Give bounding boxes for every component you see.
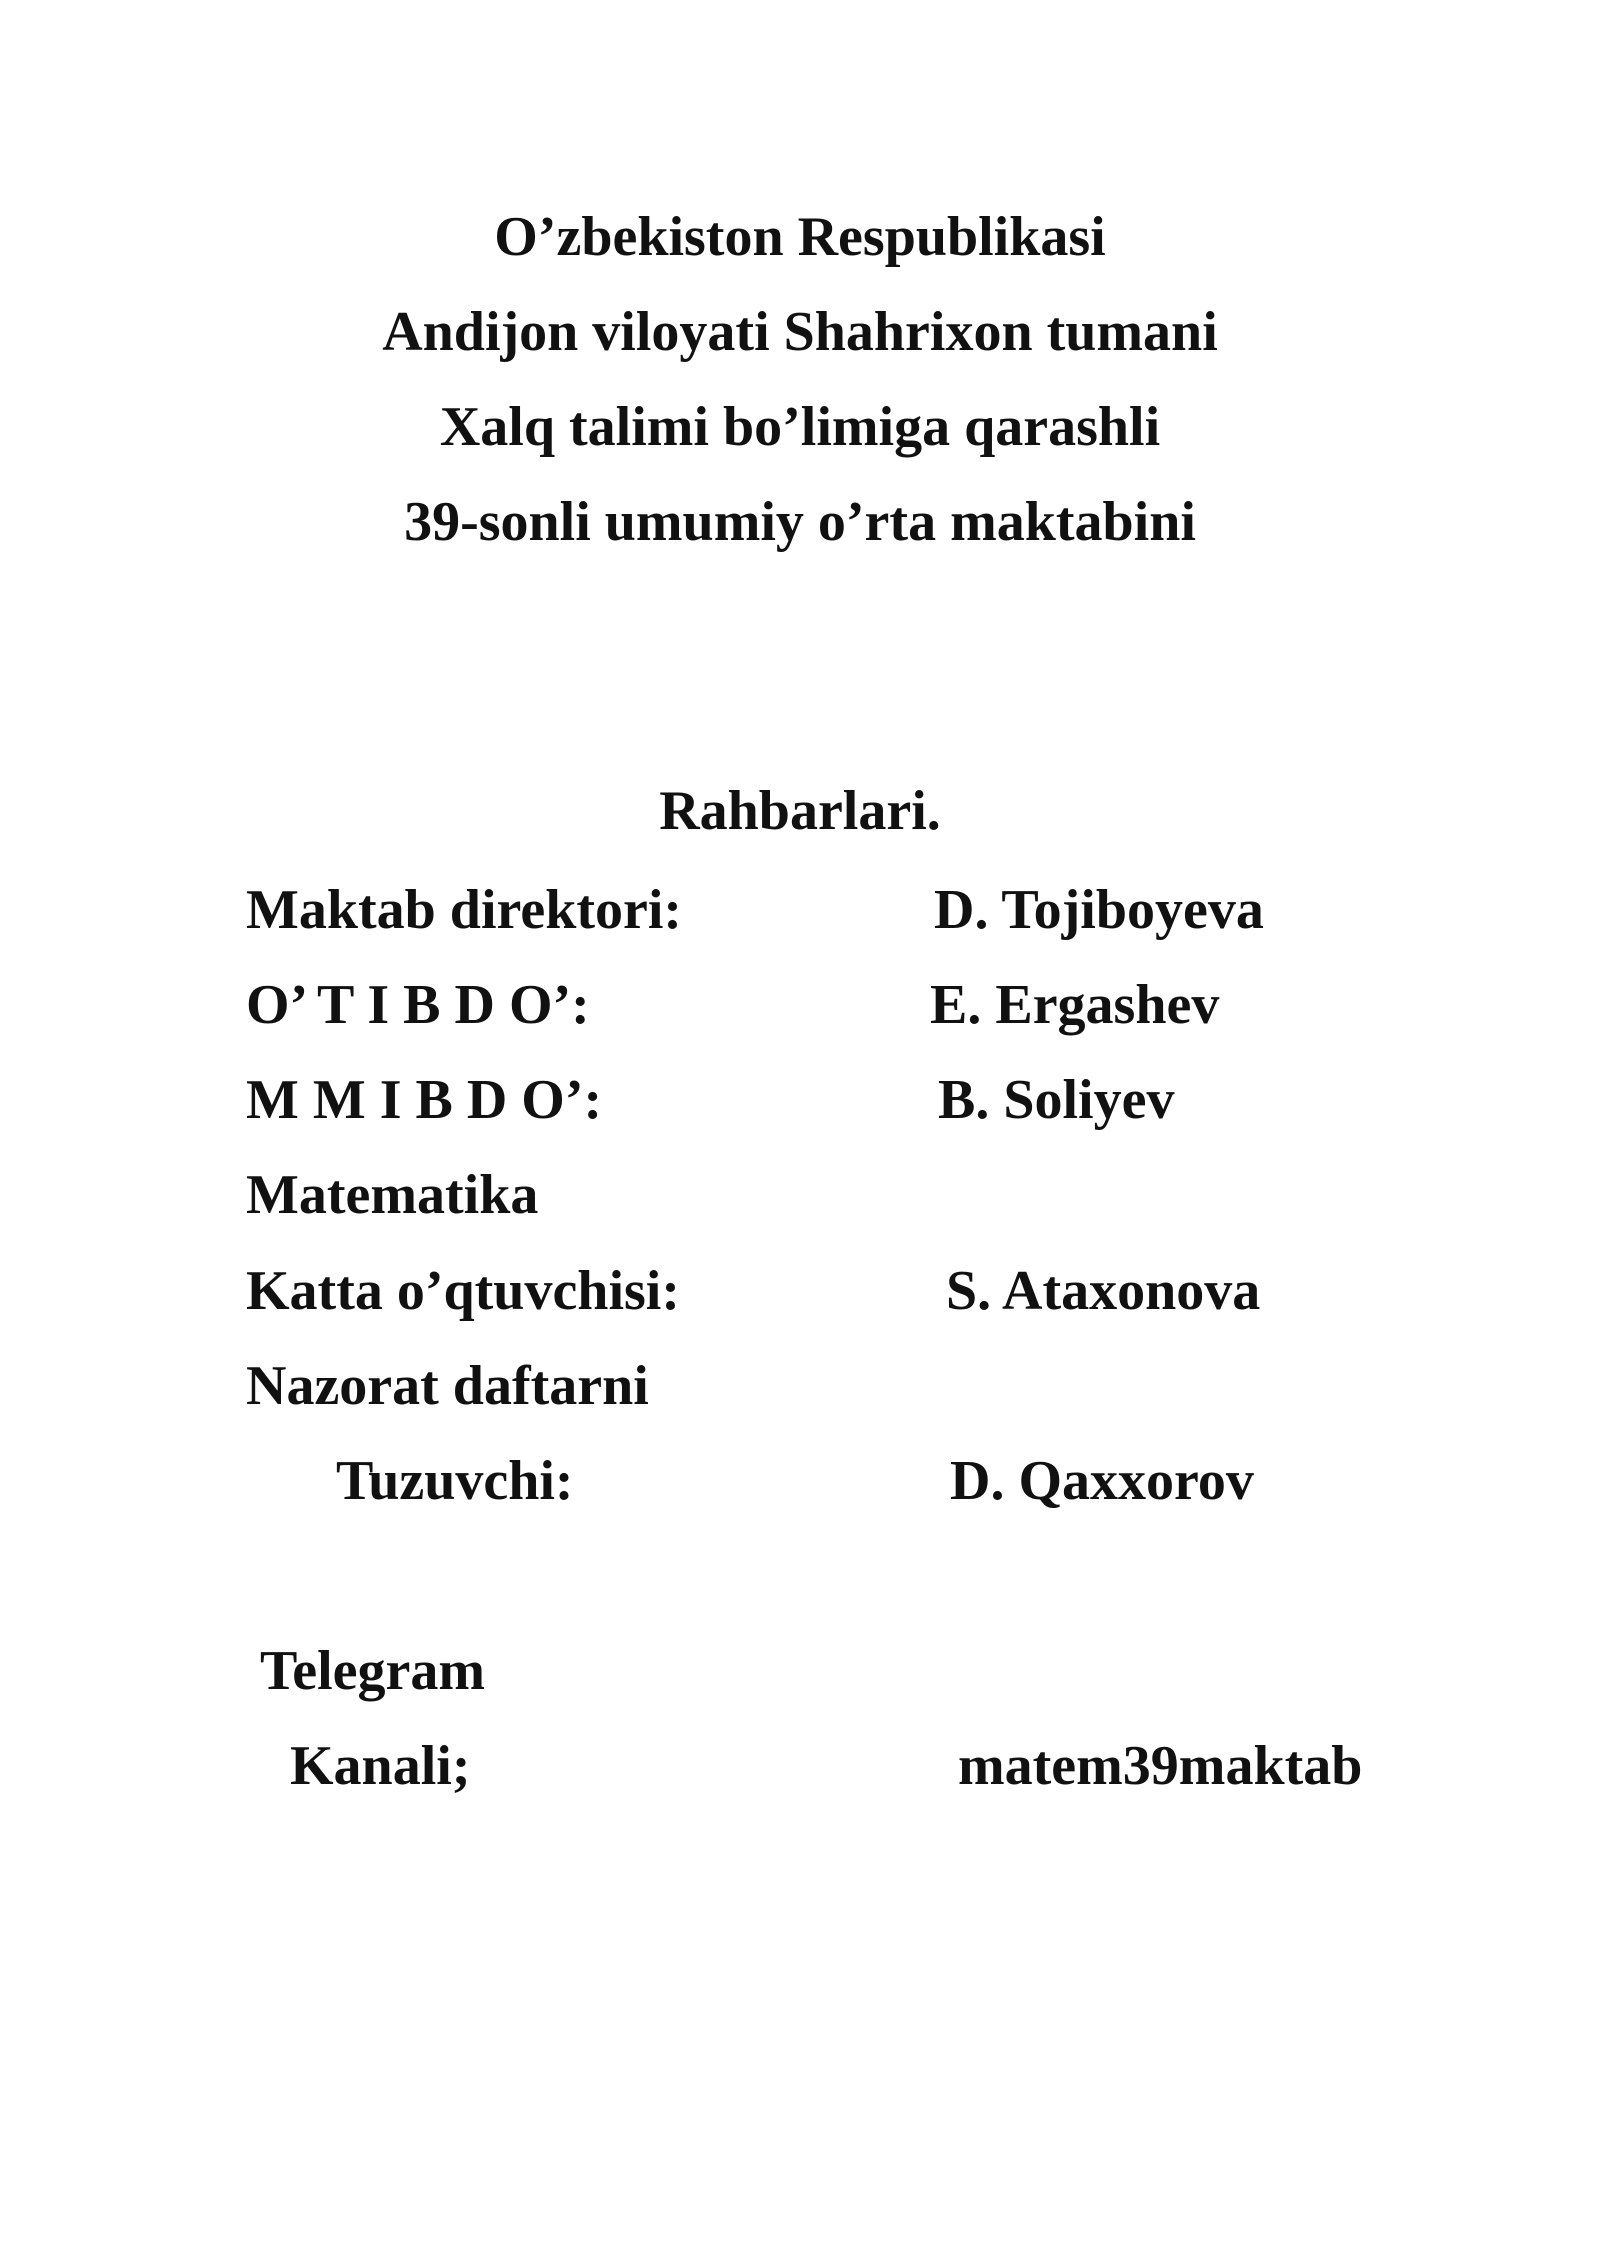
header-line-department: Xalq talimi bo’limiga qarashli bbox=[439, 396, 1161, 458]
leader-row-deputy-education bbox=[0, 970, 1600, 1040]
leader-row-deputy-spiritual bbox=[0, 1065, 1600, 1135]
channel-label: Kanali; bbox=[290, 1735, 471, 1797]
leader-label: Nazorat daftarni bbox=[246, 1355, 649, 1417]
leader-name: B. Soliyev bbox=[938, 1069, 1175, 1131]
telegram-label: Telegram bbox=[260, 1640, 485, 1702]
leader-label: Matematika bbox=[246, 1164, 539, 1226]
leader-row-subject bbox=[0, 1160, 1600, 1230]
leader-row-director bbox=[0, 875, 1600, 945]
leader-label: M M I B D O’: bbox=[246, 1069, 603, 1131]
leader-label: Maktab direktori: bbox=[246, 879, 683, 941]
leader-name: D. Qaxxorov bbox=[950, 1450, 1254, 1512]
header-line-school: 39-sonli umumiy o’rta maktabini bbox=[404, 491, 1196, 553]
school-header bbox=[0, 190, 1600, 570]
leader-row-senior-teacher bbox=[0, 1256, 1600, 1326]
leader-label: Katta o’qtuvchisi: bbox=[246, 1260, 680, 1322]
leader-name: S. Ataxonova bbox=[946, 1260, 1261, 1322]
telegram-row bbox=[0, 1636, 1600, 1706]
header-line-region: Andijon viloyati Shahrixon tumani bbox=[382, 301, 1218, 363]
leader-name: D. Tojiboyeva bbox=[934, 879, 1264, 941]
leader-name: E. Ergashev bbox=[930, 974, 1220, 1036]
leader-row-compiler bbox=[0, 1446, 1600, 1516]
leader-row-notebook bbox=[0, 1351, 1600, 1421]
leaders-title: Rahbarlari. bbox=[659, 780, 941, 842]
header-line-country: O’zbekiston Respublikasi bbox=[494, 206, 1106, 268]
telegram-channel-row bbox=[0, 1731, 1600, 1801]
leader-label: O’ T I B D O’: bbox=[246, 974, 590, 1036]
telegram-channel-name: matem39maktab bbox=[958, 1735, 1363, 1797]
leader-label: Tuzuvchi: bbox=[336, 1450, 574, 1512]
